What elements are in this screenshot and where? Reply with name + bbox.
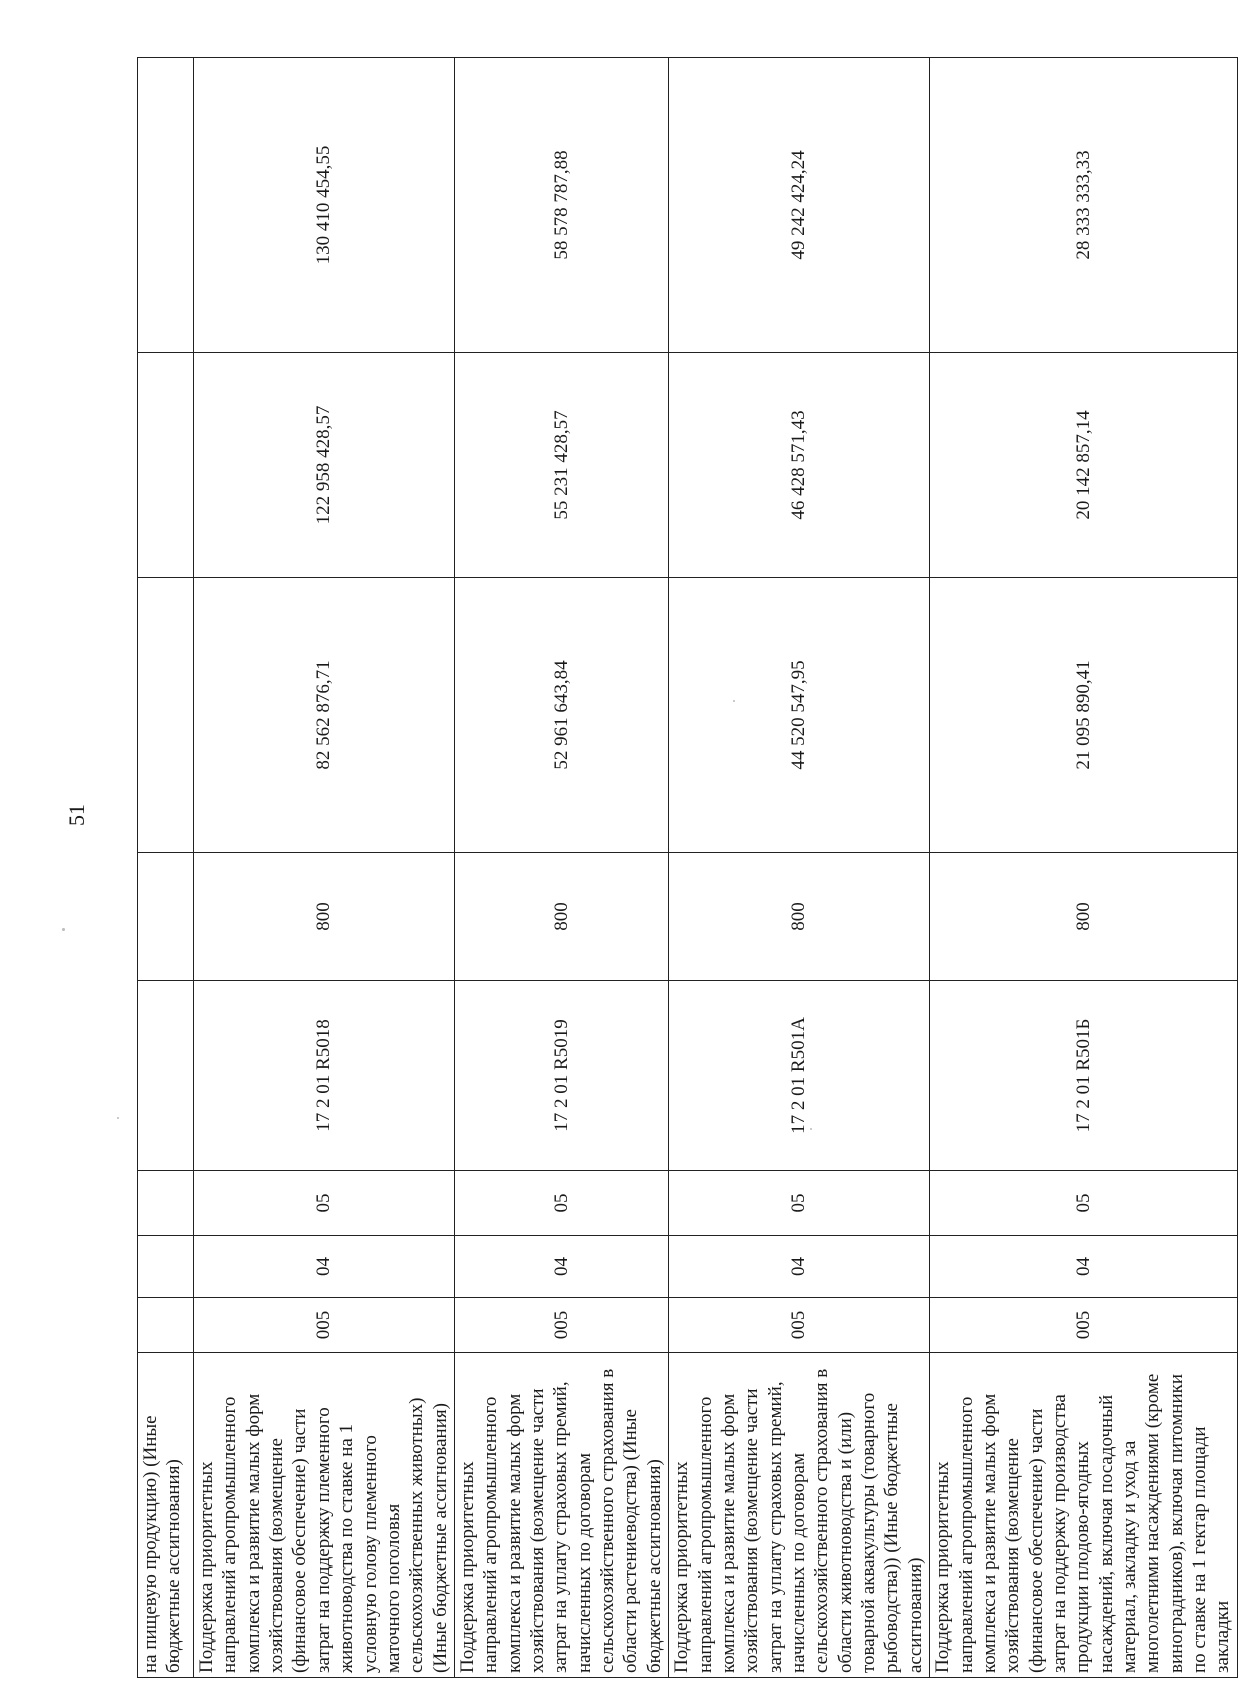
table-row [669, 58, 930, 1678]
description-cell: Поддержка приоритетных направлений агропромышленного комплекса и развитие малых форм хозяйствования (возмещение части затрат на уплату страховых премий, начисленных по договорам сельскохозяйственного страхования в области животноводства и (или) товарной аквакультуры (товарного рыбоводства)) (Иные бюджетные ассигнования) [669, 1353, 930, 1678]
amount-year-3-cell: 130 410 454,55 [194, 58, 455, 353]
ministry-code-cell: 005 [669, 1298, 930, 1353]
amount-year-1-cell [138, 578, 194, 853]
description-cell: на пищевую продукцию) (Иные бюджетные ассигнования) [138, 1353, 194, 1678]
amount-year-2-cell: 46 428 571,43 [669, 353, 930, 578]
subsection-code-cell: 05 [194, 1171, 455, 1236]
amount-year-3-cell: 49 242 424,24 [669, 58, 930, 353]
target-article-cell [138, 981, 194, 1171]
description-cell: Поддержка приоритетных направлений агропромышленного комплекса и развитие малых форм хозяйствования (возмещение части затрат на уплату страховых премий, начисленных по договорам сельскохозяйственного страхования в области растениеводства) (Иные бюджетные ассигнования) [454, 1353, 668, 1678]
page-number: 51 [64, 804, 89, 826]
ministry-code-cell: 005 [194, 1298, 455, 1353]
scan-speck [810, 1128, 812, 1130]
section-code-cell: 04 [930, 1236, 1238, 1298]
expense-type-cell: 800 [194, 853, 455, 981]
scan-speck [733, 700, 735, 702]
target-article-cell: 17 2 01 R501A [669, 981, 930, 1171]
subsection-code-cell: 05 [930, 1171, 1238, 1236]
amount-year-1-cell: 44 520 547,95 [669, 578, 930, 853]
amount-year-2-cell: 20 142 857,14 [930, 353, 1238, 578]
budget-table [137, 57, 1238, 1678]
table-row [930, 58, 1238, 1678]
amount-year-2-cell: 55 231 428,57 [454, 353, 668, 578]
amount-year-3-cell: 58 578 787,88 [454, 58, 668, 353]
subsection-code-cell [138, 1171, 194, 1236]
amount-year-1-cell: 82 562 876,71 [194, 578, 455, 853]
ministry-code-cell: 005 [930, 1298, 1238, 1353]
target-article-cell: 17 2 01 R5019 [454, 981, 668, 1171]
target-article-cell: 17 2 01 R5018 [194, 981, 455, 1171]
expense-type-cell: 800 [669, 853, 930, 981]
scan-speck [117, 1117, 119, 1119]
amount-year-1-cell: 21 095 890,41 [930, 578, 1238, 853]
expense-type-cell [138, 853, 194, 981]
amount-year-2-cell: 122 958 428,57 [194, 353, 455, 578]
description-cell: Поддержка приоритетных направлений агропромышленного комплекса и развитие малых форм хозяйствования (возмещение (финансовое обеспечение) части затрат на поддержку производства продукции плодово-ягодных насаждений, включая посадочный материал, закладку и уход за многолетними насаждениями (кроме виноградников), включая питомники по ставке на 1 гектар площади закладки [930, 1353, 1238, 1678]
table-row [138, 58, 194, 1678]
subsection-code-cell: 05 [454, 1171, 668, 1236]
section-code-cell: 04 [454, 1236, 668, 1298]
ministry-code-cell: 005 [454, 1298, 668, 1353]
amount-year-3-cell: 28 333 333,33 [930, 58, 1238, 353]
budget-table-rotated [137, 58, 1234, 1678]
section-code-cell [138, 1236, 194, 1298]
expense-type-cell: 800 [930, 853, 1238, 981]
section-code-cell: 04 [194, 1236, 455, 1298]
table-row [194, 58, 455, 1678]
scan-speck [62, 928, 65, 931]
expense-type-cell: 800 [454, 853, 668, 981]
amount-year-2-cell [138, 353, 194, 578]
target-article-cell: 17 2 01 R501Б [930, 981, 1238, 1171]
amount-year-3-cell [138, 58, 194, 353]
amount-year-1-cell: 52 961 643,84 [454, 578, 668, 853]
section-code-cell: 04 [669, 1236, 930, 1298]
description-cell: Поддержка приоритетных направлений агропромышленного комплекса и развитие малых форм хозяйствования (возмещение (финансовое обеспечение) части затрат на поддержку племенного животноводства по ставке на 1 условную голову племенного маточного поголовья сельскохозяйственных животных) (Иные бюджетные ассигнования) [194, 1353, 455, 1678]
ministry-code-cell [138, 1298, 194, 1353]
subsection-code-cell: 05 [669, 1171, 930, 1236]
table-row [454, 58, 668, 1678]
